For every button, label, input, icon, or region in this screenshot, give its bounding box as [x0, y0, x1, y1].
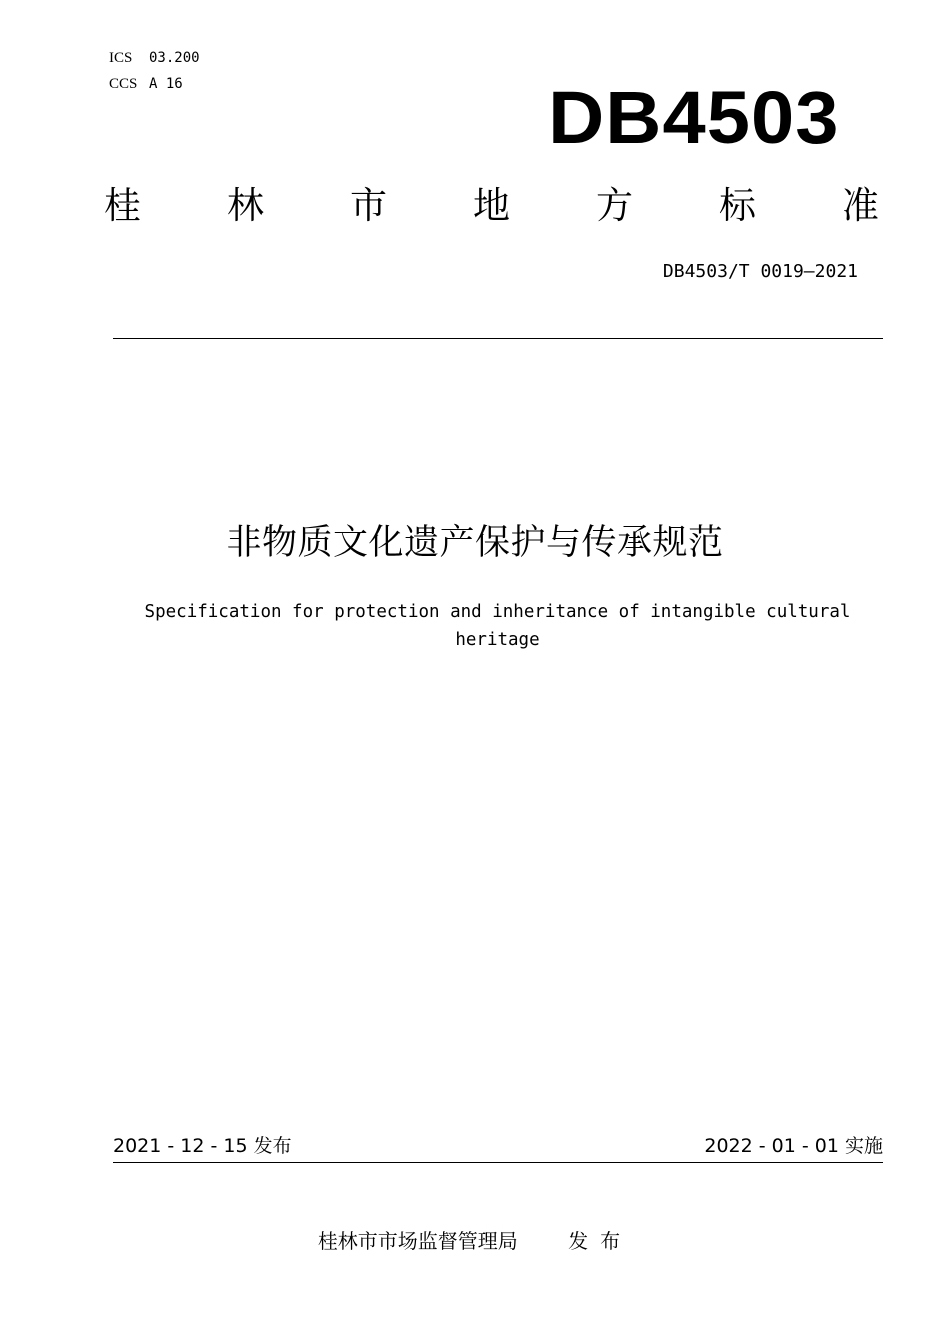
top-divider [113, 338, 883, 339]
ics-label: ICS [109, 50, 133, 66]
english-title-line: heritage [455, 630, 540, 650]
standard-type-char: 桂 [104, 184, 141, 227]
ccs-row [109, 71, 200, 97]
standard-code-logo: DB4503 [548, 76, 840, 159]
standard-type-char: 准 [842, 184, 879, 227]
standard-type-char: 标 [719, 184, 756, 227]
ccs-value: A 16 [149, 76, 183, 92]
standard-number: DB4503/T 0019—2021 [662, 261, 858, 282]
publisher-action: 发布 [568, 1229, 633, 1253]
standard-type-heading [104, 182, 879, 230]
release-date: 2021 - 12 - 15 发布 [113, 1135, 292, 1157]
document-title-english [110, 598, 885, 654]
ics-row [109, 45, 200, 71]
classification-block [109, 45, 200, 97]
ccs-label: CCS [109, 76, 138, 92]
english-title-line: Specification for protection and inheritance of intangible cultural [144, 602, 851, 622]
standard-type-char: 方 [596, 184, 633, 227]
standard-type-char: 地 [473, 184, 510, 227]
standard-type-char: 林 [227, 184, 264, 227]
publisher-line [0, 1226, 950, 1256]
date-row [113, 1131, 883, 1161]
ics-value: 03.200 [149, 50, 200, 66]
standard-type-char: 市 [350, 184, 387, 227]
implementation-date: 2022 - 01 - 01 实施 [704, 1135, 883, 1157]
document-title-chinese: 非物质文化遗产保护与传承规范 [226, 523, 724, 563]
bottom-divider [113, 1162, 883, 1163]
publisher-name: 桂林市市场监督管理局 [317, 1229, 518, 1253]
